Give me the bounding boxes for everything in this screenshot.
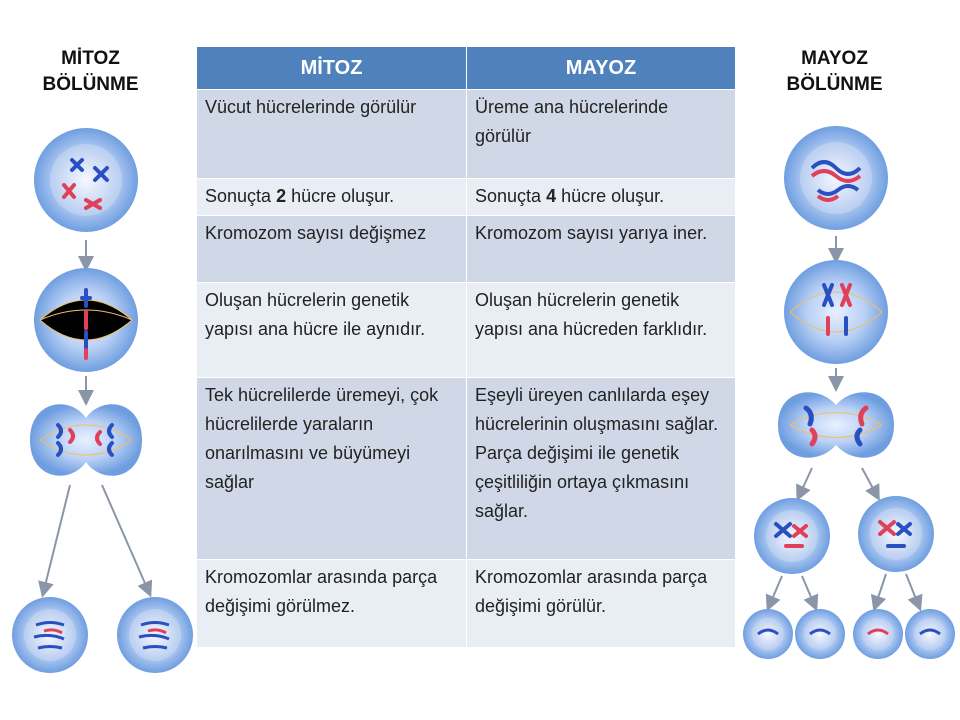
mayoz-stage-2-cell [784,260,888,364]
mayoz-gamete-4 [905,609,955,659]
comparison-table [196,46,736,648]
table-row [197,283,736,378]
mayoz-gamete-3 [853,609,903,659]
table-row [197,90,736,179]
table-header-row [197,47,736,90]
header-mitoz: MİTOZ [197,47,467,90]
mayoz-cell: Kromozomlar arasında parça değişimi görülür. [467,560,736,648]
mitoz-cell [197,179,467,216]
mayoz-title-line-2: BÖLÜNME [786,74,883,95]
mayoz-cell-text: Sonuçta 4 hücre oluşur. [475,186,665,206]
arrow-icon [102,485,148,590]
header-mayoz: MAYOZ [467,47,736,90]
mitoz-cell: Vücut hücrelerinde görülür [197,90,467,179]
table-row [197,378,736,560]
mitoz-cell: Tek hücrelilerde üremeyi, çok hücrelilerde yaraların onarılmasını ve büyümeyi sağlar [197,378,467,560]
mitoz-cell-text: Sonuçta 2 hücre oluşur. [205,186,395,206]
cell-count: 4 [546,186,557,206]
mitoz-daughter-cell-1 [12,597,88,673]
mitoz-stage-2-cell [34,268,138,372]
mayoz-title-line-1: MAYOZ [801,48,868,69]
arrow-icon [876,574,886,604]
table-row [197,560,736,648]
mayoz-stage-3-cell [778,392,894,457]
mitoz-daughter-cell-2 [117,597,193,673]
mayoz-meiosis-2-cell-1 [754,498,830,574]
arrow-icon [800,468,812,494]
mayoz-meiosis-2-cell-2 [858,496,934,572]
table-row [197,179,736,216]
mayoz-cell: Kromozom sayısı yarıya iner. [467,216,736,283]
mitoz-title-line-2: BÖLÜNME [42,74,139,95]
arrow-icon [862,468,876,494]
arrow-icon [906,574,918,604]
table-row [197,216,736,283]
arrow-icon [802,576,814,604]
mayoz-gamete-2 [795,609,845,659]
mitoz-cell: Oluşan hücrelerin genetik yapısı ana hücre ile aynıdır. [197,283,467,378]
mitoz-cell: Kromozom sayısı değişmez [197,216,467,283]
mayoz-gamete-1 [743,609,793,659]
mitoz-cell: Kromozomlar arasında parça değişimi görülmez. [197,560,467,648]
mitoz-title-line-1: MİTOZ [61,48,120,69]
mitoz-stage-1-cell [34,128,138,232]
mayoz-cell: Üreme ana hücrelerinde görülür [467,90,736,179]
arrow-icon [770,576,782,604]
mitoz-stage-3-cell [30,404,142,475]
mayoz-stage-1-cell [784,126,888,230]
arrow-icon [44,485,70,590]
cell-count: 2 [276,186,287,206]
mayoz-cell: Oluşan hücrelerin genetik yapısı ana hücreden farklıdır. [467,283,736,378]
mayoz-cell: Eşeyli üreyen canlılarda eşey hücrelerinin oluşmasını sağlar. Parça değişimi ile genetik çeşitliliğin ortaya çıkmasını sağlar. [467,378,736,560]
mayoz-cell [467,179,736,216]
